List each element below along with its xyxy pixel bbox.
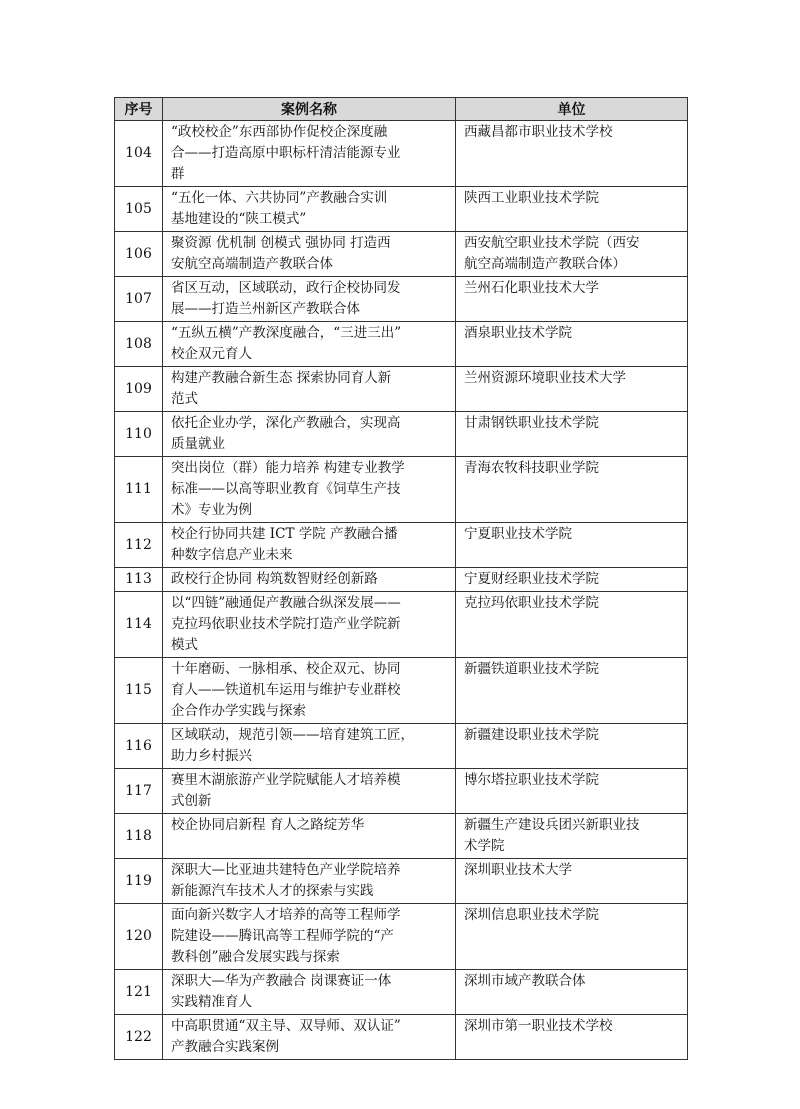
row-serial: 114 xyxy=(115,592,163,658)
row-unit xyxy=(456,859,688,904)
row-case-name xyxy=(163,187,456,232)
unit-line: 陕西工业职业技术学院 xyxy=(464,190,599,206)
table-row xyxy=(115,970,688,1015)
row-serial: 119 xyxy=(115,859,163,904)
case-name-line: 赛里木湖旅游产业学院赋能人才培养模 xyxy=(171,772,401,788)
unit-line: 甘肃钢铁职业技术学院 xyxy=(464,415,599,431)
case-name-line: 模式 xyxy=(171,637,198,653)
row-case-name xyxy=(163,367,456,412)
case-name-line: 质量就业 xyxy=(171,436,225,452)
row-serial: 113 xyxy=(115,568,163,592)
row-case-name xyxy=(163,457,456,523)
case-name-line: 式创新 xyxy=(171,793,212,809)
case-name-line: 校企行协同共建 ICT 学院 产教融合播 xyxy=(171,526,398,542)
row-serial: 121 xyxy=(115,970,163,1015)
case-name-line: 企合作办学实践与探索 xyxy=(171,703,306,719)
table-row xyxy=(115,121,688,187)
row-case-name xyxy=(163,412,456,457)
table-row xyxy=(115,367,688,412)
row-serial: 115 xyxy=(115,658,163,724)
table-row xyxy=(115,904,688,970)
row-serial: 107 xyxy=(115,277,163,322)
table-row xyxy=(115,859,688,904)
case-name-line: “五化一体、六共协同”产教融合实训 xyxy=(171,190,388,206)
case-name-line: 群 xyxy=(171,166,185,182)
table-row xyxy=(115,658,688,724)
row-serial: 120 xyxy=(115,904,163,970)
row-unit xyxy=(456,121,688,187)
row-serial: 109 xyxy=(115,367,163,412)
table-row xyxy=(115,232,688,277)
case-name-line: 院建设——腾讯高等工程师学院的“产 xyxy=(171,928,394,944)
table-row xyxy=(115,277,688,322)
unit-line: 兰州石化职业技术大学 xyxy=(464,280,599,296)
row-unit xyxy=(456,724,688,769)
unit-line: 酒泉职业技术学院 xyxy=(464,325,572,341)
row-unit xyxy=(456,970,688,1015)
case-name-line: 校企双元育人 xyxy=(171,346,252,362)
case-name-line: 区域联动，规范引领——培育建筑工匠， xyxy=(171,727,414,743)
case-name-line: 突出岗位（群）能力培养 构建专业教学 xyxy=(171,460,405,476)
table-row xyxy=(115,769,688,814)
row-unit xyxy=(456,658,688,724)
row-unit xyxy=(456,457,688,523)
table-header-row xyxy=(115,98,688,121)
row-unit xyxy=(456,769,688,814)
case-name-line: 助力乡村振兴 xyxy=(171,748,252,764)
row-case-name xyxy=(163,322,456,367)
unit-line: 西安航空职业技术学院（西安 xyxy=(464,235,640,251)
row-unit xyxy=(456,1015,688,1060)
unit-line: 深圳信息职业技术学院 xyxy=(464,907,599,923)
row-serial: 118 xyxy=(115,814,163,859)
row-unit xyxy=(456,322,688,367)
row-serial: 106 xyxy=(115,232,163,277)
header-serial: 序号 xyxy=(115,98,163,121)
table-body xyxy=(115,121,688,1060)
row-serial: 108 xyxy=(115,322,163,367)
row-unit xyxy=(456,904,688,970)
row-serial: 104 xyxy=(115,121,163,187)
case-name-line: 安航空高端制造产教联合体 xyxy=(171,256,333,272)
case-name-line: 深职大—华为产教融合 岗课赛证一体 xyxy=(171,973,392,989)
row-case-name xyxy=(163,232,456,277)
row-serial: 117 xyxy=(115,769,163,814)
unit-line: 兰州资源环境职业技术大学 xyxy=(464,370,626,386)
case-name-line: 政校行企协同 构筑数智财经创新路 xyxy=(171,571,378,587)
case-table xyxy=(114,97,688,1060)
case-name-line: 新能源汽车技术人才的探索与实践 xyxy=(171,883,374,899)
row-unit xyxy=(456,277,688,322)
row-case-name xyxy=(163,904,456,970)
case-name-line: 标准——以高等职业教育《饲草生产技 xyxy=(171,481,401,497)
case-name-line: 面向新兴数字人才培养的高等工程师学 xyxy=(171,907,401,923)
case-name-line: 教科创”融合发展实践与探索 xyxy=(171,949,340,965)
case-name-line: 种数字信息产业未来 xyxy=(171,547,293,563)
case-name-line: 依托企业办学，深化产教融合，实现高 xyxy=(171,415,401,431)
table-row xyxy=(115,724,688,769)
row-case-name xyxy=(163,724,456,769)
unit-line: 深圳市第一职业技术学校 xyxy=(464,1018,613,1034)
table-row xyxy=(115,187,688,232)
table-row xyxy=(115,457,688,523)
row-unit xyxy=(456,523,688,568)
case-name-line: 范式 xyxy=(171,391,198,407)
case-name-line: “政校校企”东西部协作促校企深度融 xyxy=(171,124,388,140)
header-unit: 单位 xyxy=(456,98,688,121)
row-unit xyxy=(456,814,688,859)
case-name-line: 中高职贯通“双主导、双导师、双认证” xyxy=(171,1018,401,1034)
case-name-line: 以“四链”融通促产教融合纵深发展—— xyxy=(171,595,401,611)
table-row xyxy=(115,814,688,859)
row-unit xyxy=(456,232,688,277)
row-case-name xyxy=(163,658,456,724)
table-row xyxy=(115,1015,688,1060)
row-case-name xyxy=(163,1015,456,1060)
row-serial: 116 xyxy=(115,724,163,769)
case-name-line: 深职大—比亚迪共建特色产业学院培养 xyxy=(171,862,401,878)
unit-line: 青海农牧科技职业学院 xyxy=(464,460,599,476)
case-name-line: 基地建设的“陕工模式” xyxy=(171,211,307,227)
row-serial: 112 xyxy=(115,523,163,568)
table-row xyxy=(115,322,688,367)
unit-line: 西藏昌都市职业技术学校 xyxy=(464,124,613,140)
case-name-line: “五纵五横”产教深度融合，“三进三出” xyxy=(171,325,402,341)
unit-line: 宁夏职业技术学院 xyxy=(464,526,572,542)
row-case-name xyxy=(163,592,456,658)
unit-line: 新疆铁道职业技术学院 xyxy=(464,661,599,677)
header-case-name: 案例名称 xyxy=(163,98,456,121)
case-name-line: 省区互动，区域联动，政行企校协同发 xyxy=(171,280,401,296)
unit-line: 深圳市域产教联合体 xyxy=(464,973,586,989)
row-unit xyxy=(456,367,688,412)
case-name-line: 十年磨砺、一脉相承、校企双元、协同 xyxy=(171,661,401,677)
table-row xyxy=(115,412,688,457)
unit-line: 术学院 xyxy=(464,838,505,854)
row-serial: 111 xyxy=(115,457,163,523)
case-name-line: 合——打造高原中职标杆清洁能源专业 xyxy=(171,145,401,161)
row-unit xyxy=(456,592,688,658)
case-name-line: 实践精准育人 xyxy=(171,994,252,1010)
row-case-name xyxy=(163,121,456,187)
unit-line: 新疆建设职业技术学院 xyxy=(464,727,599,743)
case-name-line: 构建产教融合新生态 探索协同育人新 xyxy=(171,370,392,386)
case-name-line: 育人——铁道机车运用与维护专业群校 xyxy=(171,682,401,698)
table-row xyxy=(115,592,688,658)
row-case-name xyxy=(163,568,456,592)
case-name-line: 展——打造兰州新区产教联合体 xyxy=(171,301,360,317)
row-unit xyxy=(456,568,688,592)
table-row xyxy=(115,568,688,592)
row-case-name xyxy=(163,523,456,568)
case-name-line: 校企协同启新程 育人之路绽芳华 xyxy=(171,817,365,833)
row-unit xyxy=(456,187,688,232)
row-serial: 122 xyxy=(115,1015,163,1060)
row-unit xyxy=(456,412,688,457)
case-name-line: 聚资源 优机制 创模式 强协同 打造西 xyxy=(171,235,391,251)
case-name-line: 术》专业为例 xyxy=(171,502,252,518)
row-case-name xyxy=(163,277,456,322)
unit-line: 克拉玛依职业技术学院 xyxy=(464,595,599,611)
row-case-name xyxy=(163,814,456,859)
row-serial: 110 xyxy=(115,412,163,457)
unit-line: 博尔塔拉职业技术学院 xyxy=(464,772,599,788)
unit-line: 宁夏财经职业技术学院 xyxy=(464,571,599,587)
case-name-line: 克拉玛依职业技术学院打造产业学院新 xyxy=(171,616,401,632)
row-serial: 105 xyxy=(115,187,163,232)
case-name-line: 产教融合实践案例 xyxy=(171,1039,279,1055)
unit-line: 深圳职业技术大学 xyxy=(464,862,572,878)
row-case-name xyxy=(163,859,456,904)
unit-line: 航空高端制造产教联合体） xyxy=(464,256,626,272)
row-case-name xyxy=(163,970,456,1015)
unit-line: 新疆生产建设兵团兴新职业技 xyxy=(464,817,640,833)
row-case-name xyxy=(163,769,456,814)
table-row xyxy=(115,523,688,568)
